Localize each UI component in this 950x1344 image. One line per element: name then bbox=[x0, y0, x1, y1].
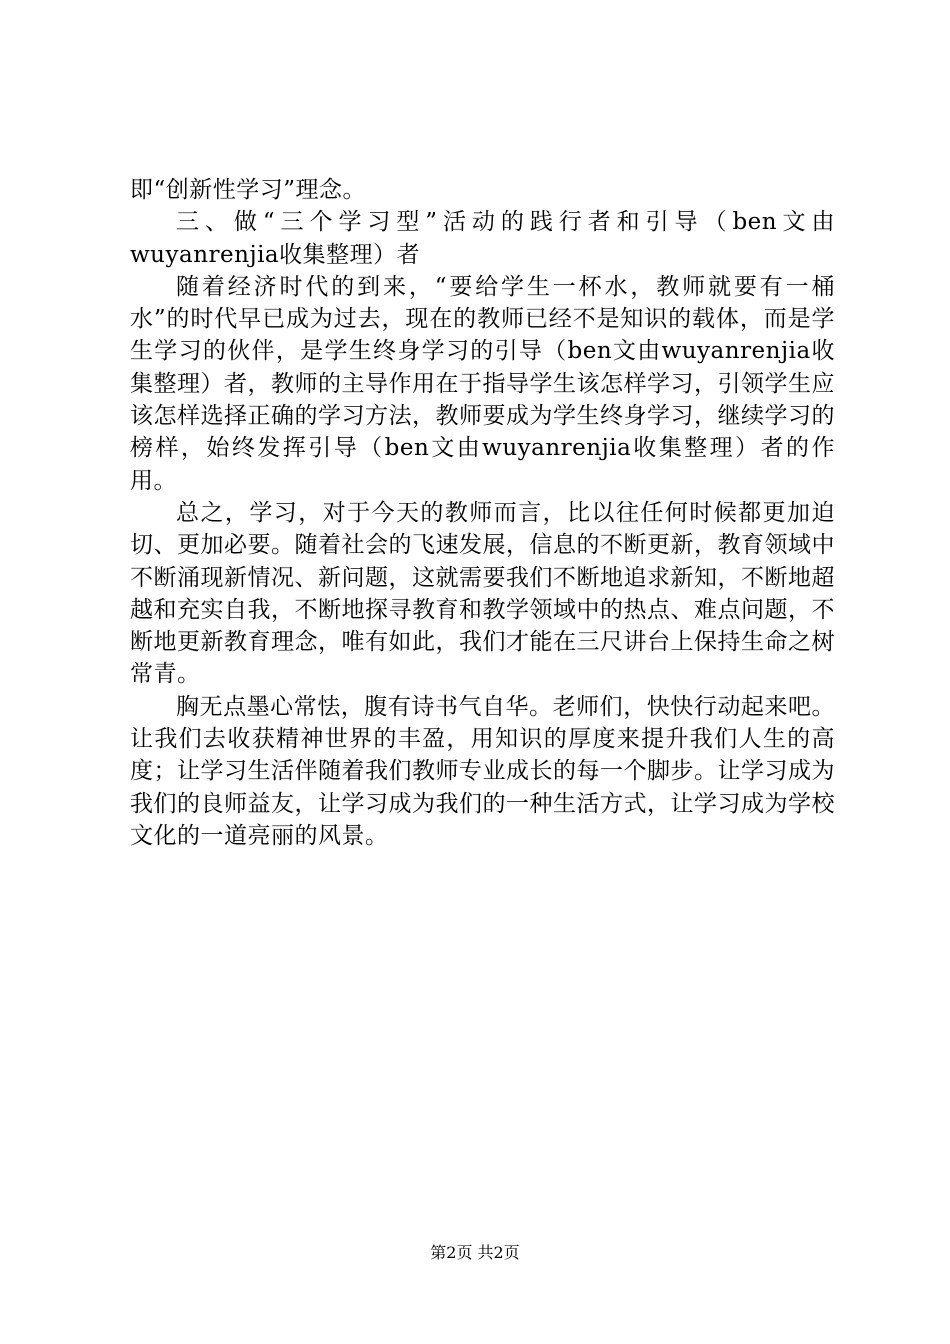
section-heading-three: 三、做“三个学习型”活动的践行者和引导（ben文由wuyanrenjia收集整理）者 bbox=[130, 209, 835, 268]
paragraph-teacher-role: 随着经济时代的到来，“要给学生一杯水，教师就要有一桶水”的时代早已成为过去，现在的教师已经不是知识的载体，而是学生学习的伙伴，是学生终身学习的引导（ben文由wuyanrenjia收集整理）者，教师的主导作用在于指导学生该怎样学习，引领学生应该怎样选择正确的学习方法，教师要成为学生终身学习，继续学习的榜样，始终发挥引导（ben文由wuyanrenjia收集整理）者的作用。 bbox=[130, 273, 835, 494]
document-body bbox=[130, 174, 835, 852]
paragraph-continuation: 即“创新性学习”理念。 bbox=[130, 177, 367, 203]
page-number-footer: 第2页 共2页 bbox=[430, 1243, 520, 1262]
paragraph-summary: 总之，学习，对于今天的教师而言，比以往任何时候都更加迫切、更加必要。随着社会的飞速发展，信息的不断更新，教育领域中不断涌现新情况、新问题，这就需要我们不断地追求新知，不断地超越和充实自我，不断地探寻教育和教学领域中的热点、难点问题，不断地更新教育理念，唯有如此，我们才能在三尺讲台上保持生命之树常青。 bbox=[130, 499, 835, 688]
paragraph-closing: 胸无点墨心常怯，腹有诗书气自华。老师们，快快行动起来吧。让我们去收获精神世界的丰盈，用知识的厚度来提升我们人生的高度；让学习生活伴随着我们教师专业成长的每一个脚步。让学习成为我们的良师益友，让学习成为我们的一种生活方式，让学习成为学校文化的一道亮丽的风景。 bbox=[130, 693, 835, 849]
